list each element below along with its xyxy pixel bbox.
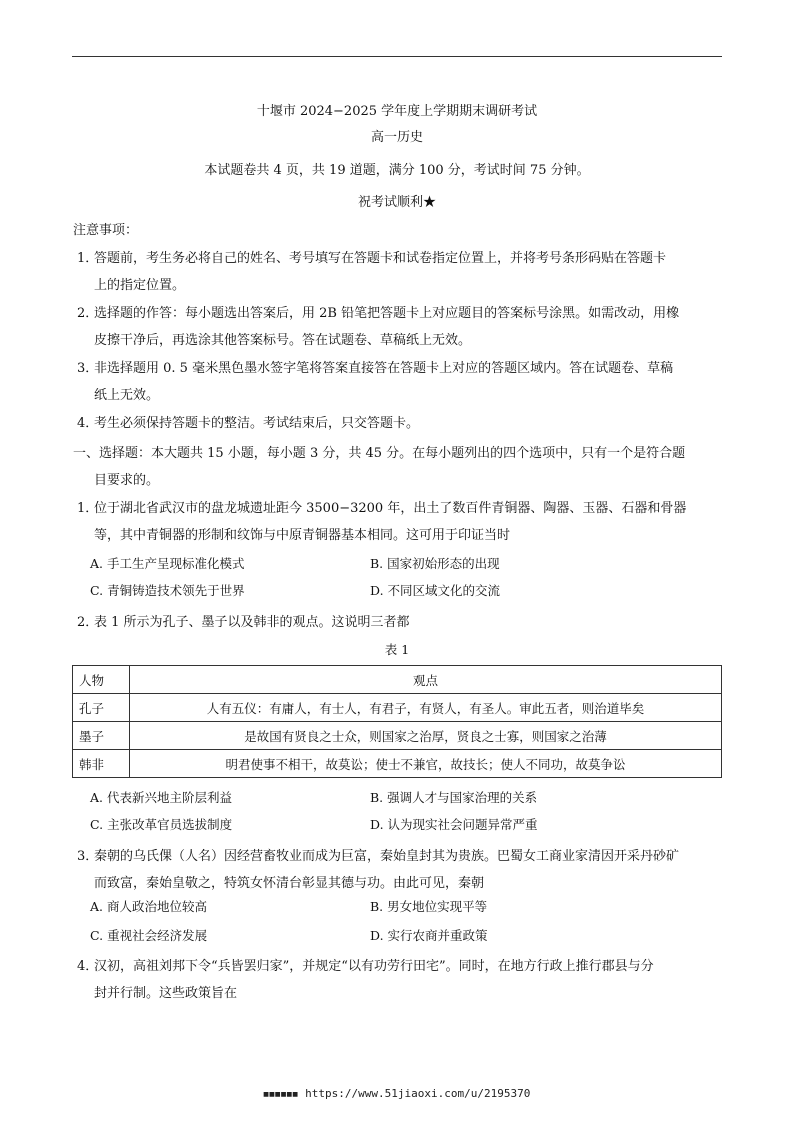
table-cell-person: 墨子 [73,722,130,750]
question-2-stem-line-1: 表 1 所示为孔子、墨子以及韩非的观点。这说明三者都 [94,615,410,630]
notice-item-1-line-2: 上的指定位置。 [94,278,186,293]
table-header-person: 人物 [73,666,130,694]
question-1-option-c: C. 青铜铸造技术领先于世界 [90,583,245,598]
question-1-option-b: B. 国家初始形态的出现 [370,556,500,571]
footer-url-link[interactable]: https://www.51jiaoxi.com/u/2195370 [305,1087,531,1100]
notice-item-2-num: 2． [77,306,99,321]
question-1-option-a: A. 手工生产呈现标准化模式 [90,556,245,571]
question-3-num: 3． [77,849,99,864]
question-3-stem-line-1: 秦朝的乌氏倮（人名）因经营畜牧业而成为巨富，秦始皇封其为贵族。巴蜀女工商业家清因开采丹砂矿 [94,849,680,864]
table-cell-person: 韩非 [73,750,130,778]
footer-logo-mark: ■■■■■■ [263,1089,299,1099]
table-cell-view: 人有五仪：有庸人，有士人，有君子，有贤人，有圣人。审此五者，则治道毕矣 [130,694,722,722]
notice-item-4-line-1: 考生必须保持答题卡的整洁。考试结束后，只交答题卡。 [94,416,420,431]
question-1-num: 1． [77,501,99,516]
question-2-option-d: D. 认为现实社会问题异常严重 [370,817,538,832]
question-3-option-a: A. 商人政治地位较高 [90,899,207,914]
notice-item-2-line-1: 选择题的作答：每小题选出答案后，用 2B 铅笔把答题卡上对应题目的答案标号涂黑。如需改动，用橡 [94,306,680,321]
question-4-stem-line-1: 汉初，高祖刘邦下令“兵皆罢归家”，并规定“以有功劳行田宅”。同时，在地方行政上推行郡县与分 [94,959,654,974]
table-header-view: 观点 [130,666,722,694]
table-row [73,694,722,722]
question-4-stem-line-2: 封并行制。这些政策旨在 [94,986,238,1001]
views-table [72,665,722,778]
question-2-num: 2． [77,615,99,630]
footer [0,1087,794,1100]
table-cell-view: 明君使事不相干，故莫讼；使士不兼官，故技长；使人不同功，故莫争讼 [130,750,722,778]
table-cell-person: 孔子 [73,694,130,722]
notice-item-1-line-1: 答题前，考生务必将自己的姓名、考号填写在答题卡和试卷指定位置上，并将考号条形码贴在答题卡 [94,251,667,266]
notice-item-3-num: 3． [77,361,99,376]
exam-title: 十堰市 2024−2025 学年度上学期期末调研考试 [256,104,538,119]
question-1-stem-line-1: 位于湖北省武汉市的盘龙城遗址距今 3500−3200 年，出土了数百件青铜器、陶器、玉器、石器和骨器 [94,501,687,516]
table-header-row [73,666,722,694]
question-1-option-d: D. 不同区域文化的交流 [370,583,501,598]
table-caption: 表 1 [384,642,410,657]
notice-item-2-line-2: 皮擦干净后，再选涂其他答案标号。答在试题卷、草稿纸上无效。 [94,333,472,348]
notice-item-3-line-2: 纸上无效。 [94,388,160,403]
exam-subject: 高一历史 [370,130,423,145]
question-3-option-b: B. 男女地位实现平等 [370,899,488,914]
section-heading-line-2: 目要求的。 [94,473,160,488]
question-2-option-b: B. 强调人才与国家治理的关系 [370,790,538,805]
table-row [73,722,722,750]
table-cell-view: 是故国有贤良之士众，则国家之治厚，贤良之士寡，则国家之治薄 [130,722,722,750]
table-row [73,750,722,778]
exam-info: 本试题卷共 4 页，共 19 道题，满分 100 分，考试时间 75 分钟。 [204,163,590,178]
question-3-option-d: D. 实行农商并重政策 [370,928,488,943]
notice-heading: 注意事项： [73,223,139,238]
question-2-option-a: A. 代表新兴地主阶层利益 [90,790,232,805]
notice-item-3-line-1: 非选择题用 0. 5 毫米黑色墨水签字笔将答案直接答在答题卡上对应的答题区域内。答在试题卷、草稿 [94,361,674,376]
question-3-stem-line-2: 而致富，秦始皇敬之，特筑女怀清台彰显其德与功。由此可见，秦朝 [94,876,485,891]
question-4-num: 4． [77,959,99,974]
section-heading-line-1: 一、选择题：本大题共 15 小题，每小题 3 分，共 45 分。在每小题列出的四个选项中，只有一个是符合题 [73,446,686,461]
question-1-stem-line-2: 等，其中青铜器的形制和纹饰与中原青铜器基本相同。这可用于印证当时 [94,528,511,543]
header-rule [72,56,722,57]
question-3-option-c: C. 重视社会经济发展 [90,928,208,943]
notice-item-4-num: 4． [77,416,99,431]
question-2-option-c: C. 主张改革官员选拔制度 [90,817,233,832]
exam-wish: 祝考试顺利★ [357,195,436,210]
notice-item-1-num: 1． [77,251,99,266]
